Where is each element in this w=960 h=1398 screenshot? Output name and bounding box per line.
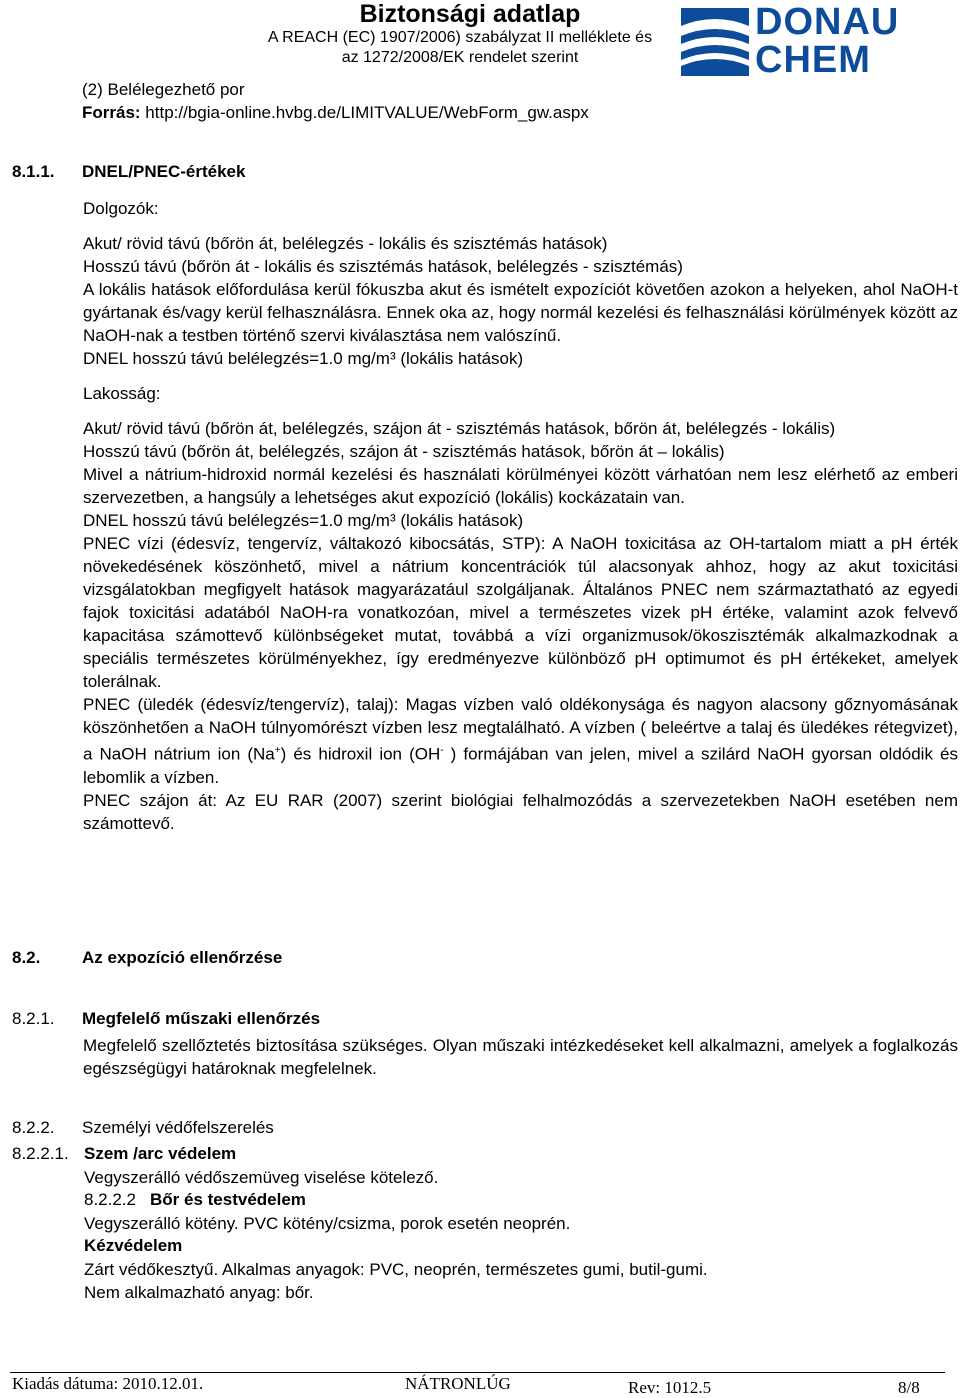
population-label: Lakosság: [83,384,161,403]
section-number-8-2-2-2: 8.2.2.2 [84,1190,136,1209]
pnec-sediment-soil: PNEC (üledék (édesvíz/tengervíz), talaj): Magas vízben való oldékonysága és nagyon alacsony gőznyomásának köszönhetően a NaOH túlnyomórészt vízben lesz megtalálható. A vízben ( beleértve a talaj és üledékes rétegvizet), a NaOH nátrium ion (Na+) és hidroxil ion (OH- ) formájában van jelen, mivel a szilárd NaOH gyorsan oldódik és lebomlik a vízben. [83,695,958,787]
dnel-pnec-body [83,197,958,835]
logo-text-chem: CHEM [755,39,871,81]
logo-mark [681,8,749,76]
source-line [82,103,589,123]
source-url[interactable]: http://bgia-online.hvbg.de/LIMITVALUE/WebForm_gw.aspx [140,103,589,122]
issue-date: Kiadás dátuma: 2010.12.01. [12,1374,204,1393]
section-title-skin-body: Bőr és testvédelem [150,1190,306,1209]
hand-protection-not-suitable: Nem alkalmazható anyag: bőr. [84,1283,314,1302]
workers-dnel: DNEL hosszú távú belélegzés=1.0 mg/m³ (lokális hatások) [83,349,524,368]
technical-control-text: Megfelelő szellőztetés biztosítása szükséges. Olyan műszaki intézkedéseket kell alkalmazni, amelyek a foglalkozás egészségügyi határoknak megfelelnek. [83,1036,958,1078]
regulation-line-1: A REACH (EC) 1907/2006) szabályzat II melléklete és [267,29,653,46]
section-number-8-2-2: 8.2.2. [12,1118,55,1137]
section-number-8-1-1: 8.1.1. [12,162,55,181]
population-acute: Akut/ rövid távú (bőrön át, belélegzés, szájon át - szisztémás hatások, bőrön át, belélegzés - lokális) [83,419,836,438]
eye-face-text: Vegyszerálló védőszemüveg viselése kötelező. [84,1168,439,1187]
section-title-technical-control: Megfelelő műszaki ellenőrzés [82,1009,321,1028]
hand-protection-text: Zárt védőkesztyű. Alkalmas anyagok: PVC, neoprén, természetes gumi, butil-gumi. [84,1260,708,1279]
logo-text-donau: DONAU [755,1,900,43]
workers-longterm: Hosszú távú (bőrön át - lokális és szisztémás hatások, belélegzés - szisztémás) [83,257,683,276]
respirable-dust-note: (2) Belélegezhető por [82,80,245,99]
section-number-8-2-1: 8.2.1. [12,1009,55,1028]
population-longterm: Hosszú távú (bőrön át, belélegzés, szájon át - szisztémás hatások, bőrön át – lokális) [83,442,725,461]
page-number: 8/8 [898,1378,920,1397]
revision: Rev: 1012.5 [628,1378,712,1397]
regulation-subtitle [160,28,760,68]
section-title-eye-face: Szem /arc védelem [84,1144,237,1163]
section-title-exposure-control: Az expozíció ellenőrzése [82,948,283,967]
pnec-aquatic: PNEC vízi (édesvíz, tengervíz, váltakozó kibocsátás, STP): A NaOH toxicitása az OH-tartalom miatt a pH érték növekedésének köszönhető, mivel a nátrium koncentrációk túl alacsonyak ahhoz, hogy az akut toxicitási vizsgálatokban megfigyelt hatások magyarázatául szolgáljanak. Általános PNEC nem származtatható az egyedi fajok toxicitási adatából NaOH-ra vonatkozóan, mivel a természetes vizek pH értéke, valamint azok felvevő kapacitása számottevő különbségeket mutat, továbbá a vízi organizmusok/ökoszisztémák alkalmazkodnak a speciális természetes körülményekhez, így eredményezve különböző pH optimumot és pH értékeket, amelyek tolerálnak. [83,534,958,691]
section-number-8-2: 8.2. [12,948,41,967]
regulation-line-2: az 1272/2008/EK rendelet szerint [341,49,579,66]
workers-local-effects: A lokális hatások előfordulása kerül fókuszba akut és ismételt expozíciót követően azokon a helyeken, ahol NaOH-t gyártanak és/vagy kerül felhasználásra. Ennek oka az, hogy normál kezelési és felhasználási körülmények között az NaOH-nak a testben történő szervi kiválasztása nem valószínű. [83,280,959,345]
population-dnel: DNEL hosszú távú belélegzés=1.0 mg/m³ (lokális hatások) [83,511,524,530]
workers-acute: Akut/ rövid távú (bőrön át, belélegzés - lokális és szisztémás hatások) [83,234,608,253]
hand-protection-title: Kézvédelem [84,1236,183,1255]
source-label: Forrás: [82,103,141,122]
skin-body-text: Vegyszerálló kötény. PVC kötény/csizma, porok esetén neoprén. [84,1214,571,1233]
donau-chem-logo [681,2,951,84]
footer-divider [10,1372,945,1373]
product-name: NÁTRONLÚG [405,1374,511,1393]
document-title: Biztonsági adatlap [359,0,581,28]
section-title-dnel-pnec: DNEL/PNEC-értékek [82,162,246,181]
population-exposure: Mivel a nátrium-hidroxid normál kezelési és használati körülményei között várhatóan nem lesz elérhető az emberi szervezetben, a hangsúly a lehetséges akut expozíció (lokális) kockázatain van. [83,465,958,507]
pnec-oral: PNEC szájon át: Az EU RAR (2007) szerint biológiai felhalmozódás a szervezetekben NaOH esetében nem számottevő. [83,790,958,833]
workers-label: Dolgozók: [83,199,159,218]
section-title-ppe: Személyi védőfelszerelés [82,1118,274,1137]
section-number-8-2-2-1: 8.2.2.1. [12,1144,69,1163]
